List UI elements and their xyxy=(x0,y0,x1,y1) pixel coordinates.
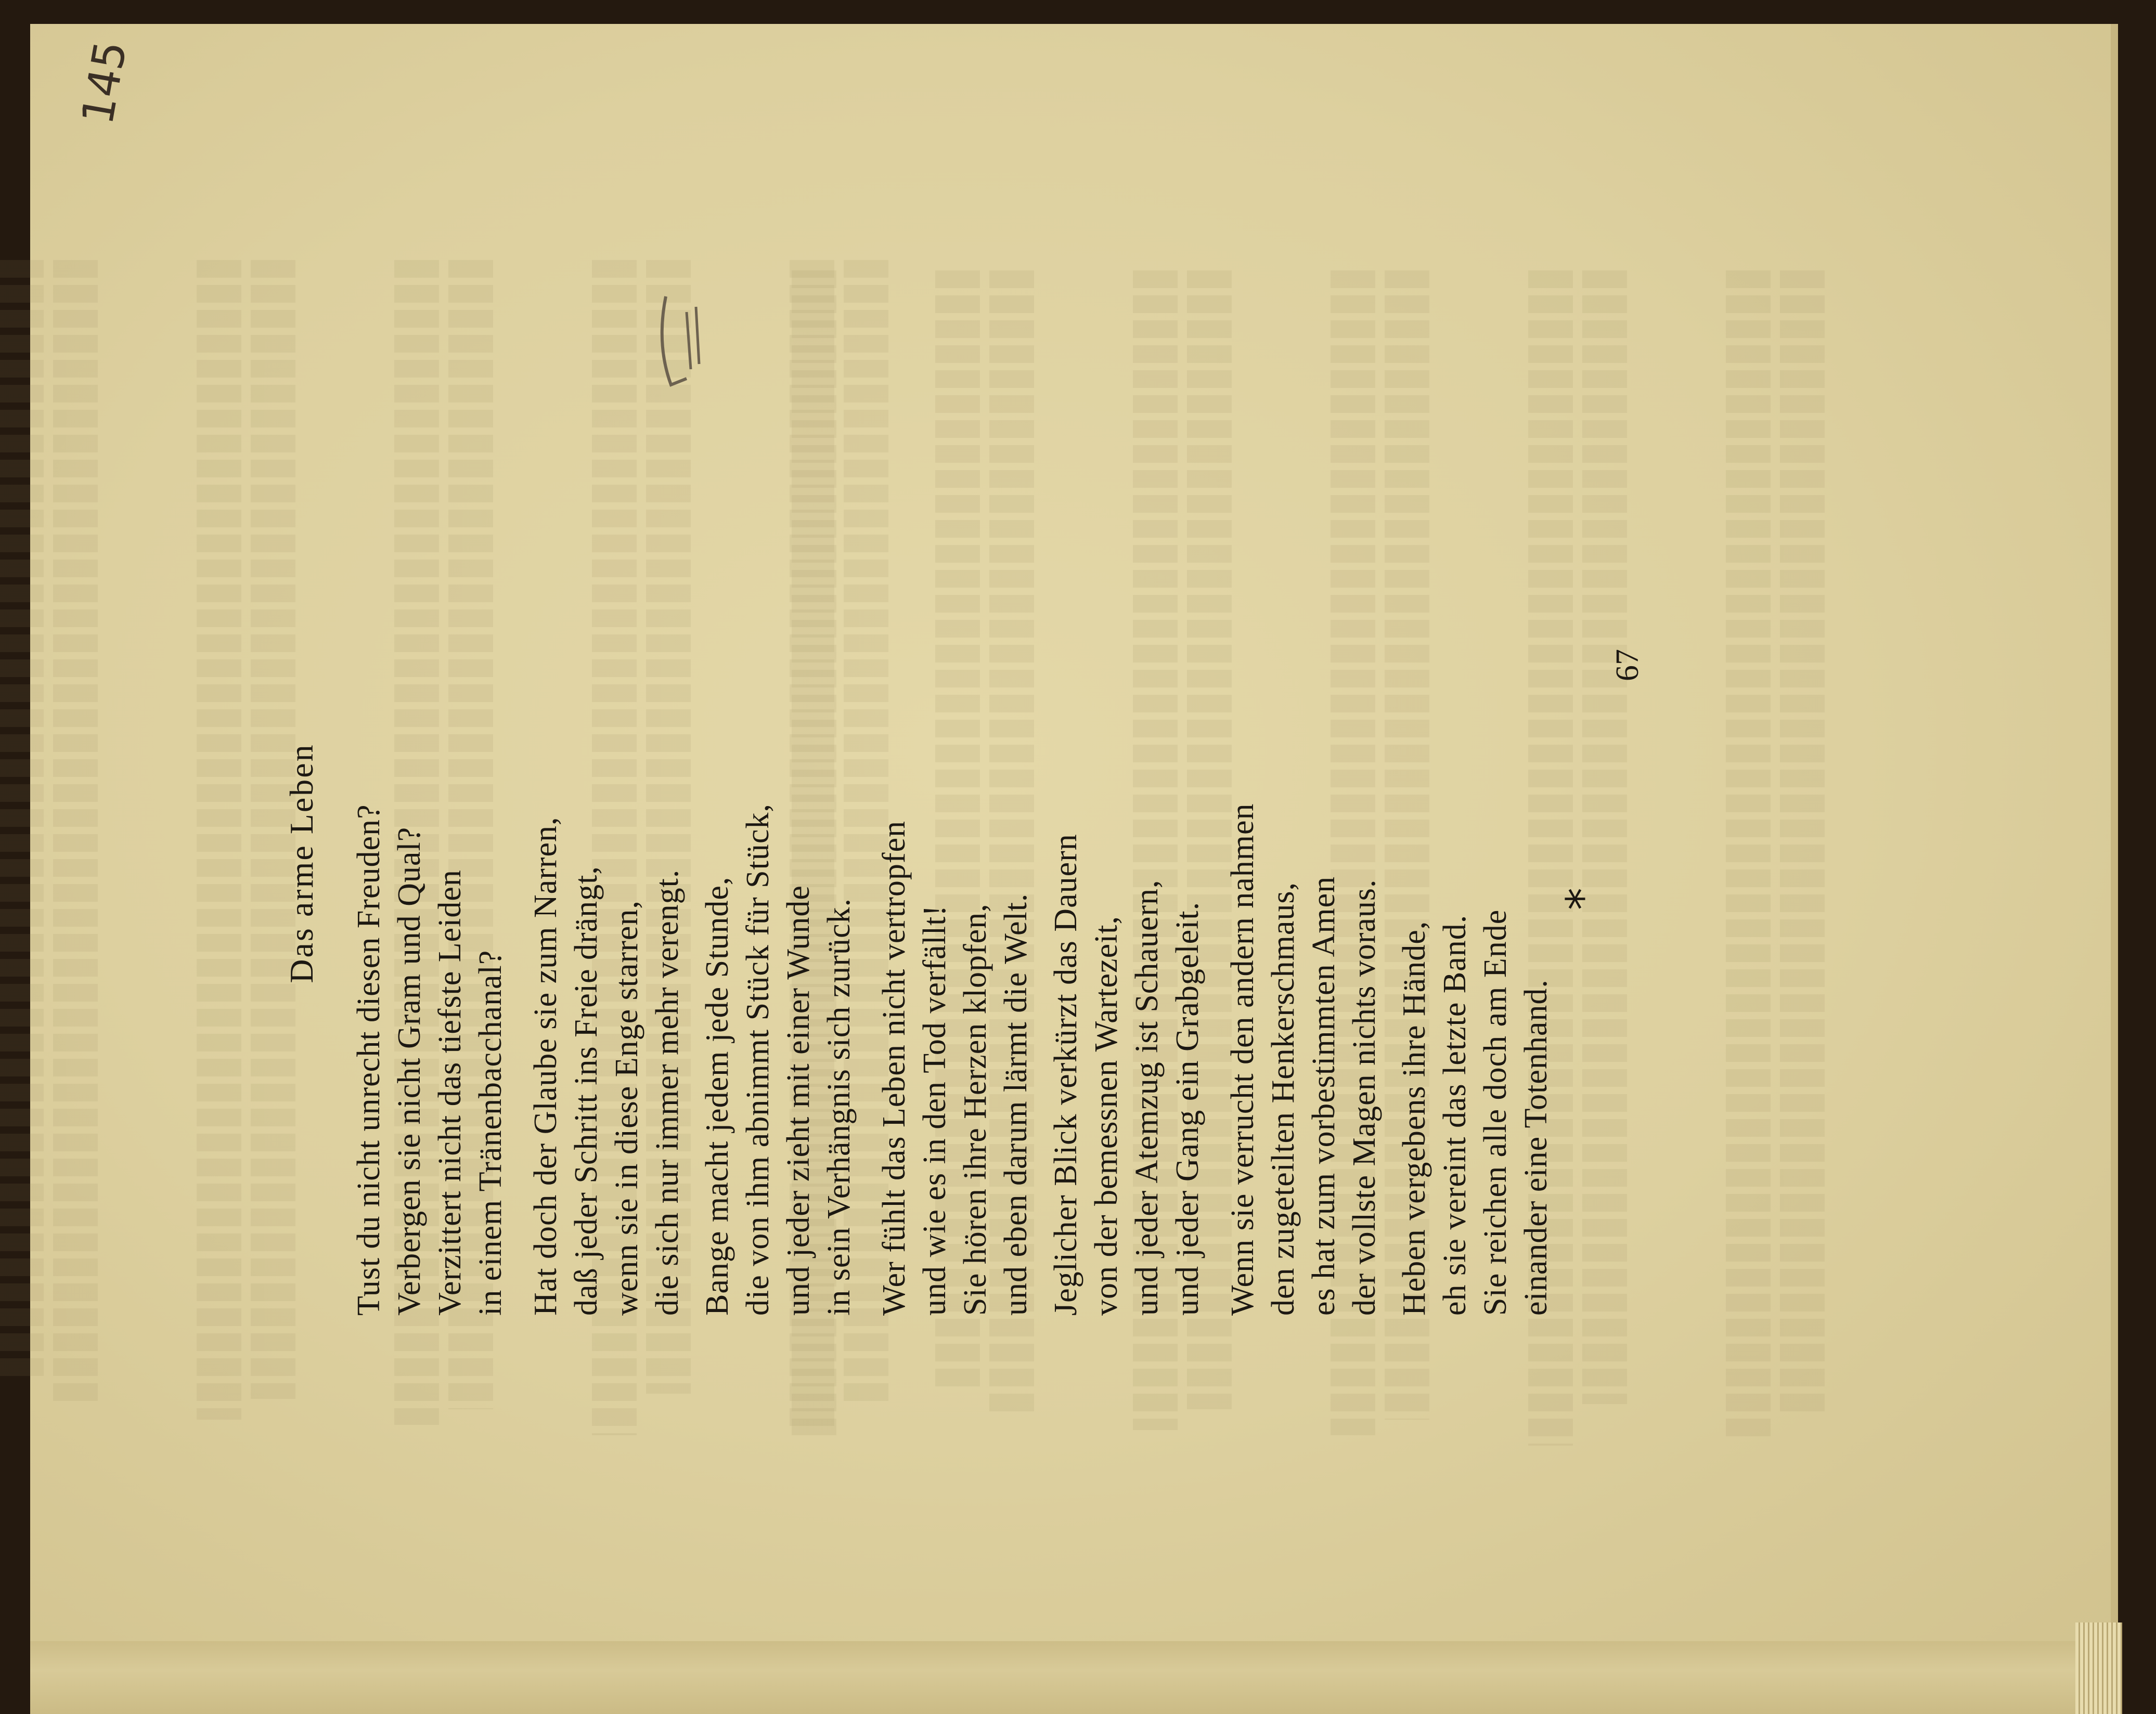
poem-line: Sie hören ihre Herzen klopfen, xyxy=(958,903,993,1316)
poem-line: es hat zum vorbestimmten Amen xyxy=(1306,876,1341,1316)
poem-line: Tust du nicht unrecht diesen Freuden? xyxy=(351,804,386,1316)
stanza-3 xyxy=(697,803,859,1316)
poem-line: eh sie vereint das letzte Band. xyxy=(1437,914,1473,1316)
stanza-5 xyxy=(1045,834,1208,1316)
stanza-7 xyxy=(1394,910,1556,1316)
poem-line: von der bemessnen Wartezeit, xyxy=(1089,915,1124,1316)
stanza-1 xyxy=(348,804,511,1316)
handwritten-folio-number xyxy=(62,37,140,128)
stanza-6 xyxy=(1222,803,1385,1316)
poem-line: und jeder Gang ein Grabgeleit. xyxy=(1170,901,1205,1316)
poem-line: der vollste Magen nichts voraus. xyxy=(1347,879,1382,1316)
poem-line: Bange macht jedem jede Stunde, xyxy=(700,876,735,1316)
poem-line: Heben vergebens ihre Hände, xyxy=(1397,920,1432,1316)
poem-line: wenn sie in diese Enge starren, xyxy=(609,900,644,1316)
stanza-2 xyxy=(525,817,688,1316)
stanza-4 xyxy=(874,821,1036,1316)
poem-line: einander eine Totenhand. xyxy=(1518,979,1554,1316)
poem-line: Verbergen sie nicht Gram und Qual? xyxy=(392,826,427,1316)
poem-line: daß jeder Schritt ins Freie drängt, xyxy=(569,866,604,1316)
poem-line: und jeder zieht mit einer Wunde xyxy=(781,885,816,1316)
poem-line: Verzittert nicht das tiefste Leiden xyxy=(432,869,468,1316)
poem-line: und eben darum lärmt die Welt. xyxy=(998,893,1034,1316)
poem-line: Wer fühlt das Leben nicht vertropfen xyxy=(876,820,912,1316)
poem-line: und jeder Atemzug ist Schauern, xyxy=(1129,879,1165,1316)
poem-line: und wie es in den Tod verfällt! xyxy=(917,905,952,1316)
poem-line: Wenn sie verrucht den andern nahmen xyxy=(1225,803,1260,1316)
poem-line: die sich nur immer mehr verengt. xyxy=(650,869,685,1316)
poem-title: Das arme Leben xyxy=(283,743,320,983)
poem-line: die von ihm abnimmt Stück für Stück, xyxy=(740,803,776,1316)
page-stack-edge xyxy=(2075,1622,2122,1714)
ornament-asterisk: * xyxy=(1557,888,1609,910)
poem-line: Hat doch der Glaube sie zum Narren, xyxy=(528,816,563,1316)
poem-line: in einem Tränenbacchanal? xyxy=(473,950,508,1316)
poem-line: den zugeteilten Henkerschmaus, xyxy=(1266,882,1301,1316)
page-number: 67 xyxy=(1610,649,1645,681)
poem-line: Sie reichen alle doch am Ende xyxy=(1478,909,1513,1316)
folio-text: 145 xyxy=(71,37,137,128)
poem-line: in sein Verhängnis sich zurück. xyxy=(821,898,857,1316)
poem-line: Jeglicher Blick verkürzt das Dauern xyxy=(1048,834,1083,1316)
underlying-page-edge xyxy=(30,1641,2106,1714)
poem-block xyxy=(281,161,1685,1565)
